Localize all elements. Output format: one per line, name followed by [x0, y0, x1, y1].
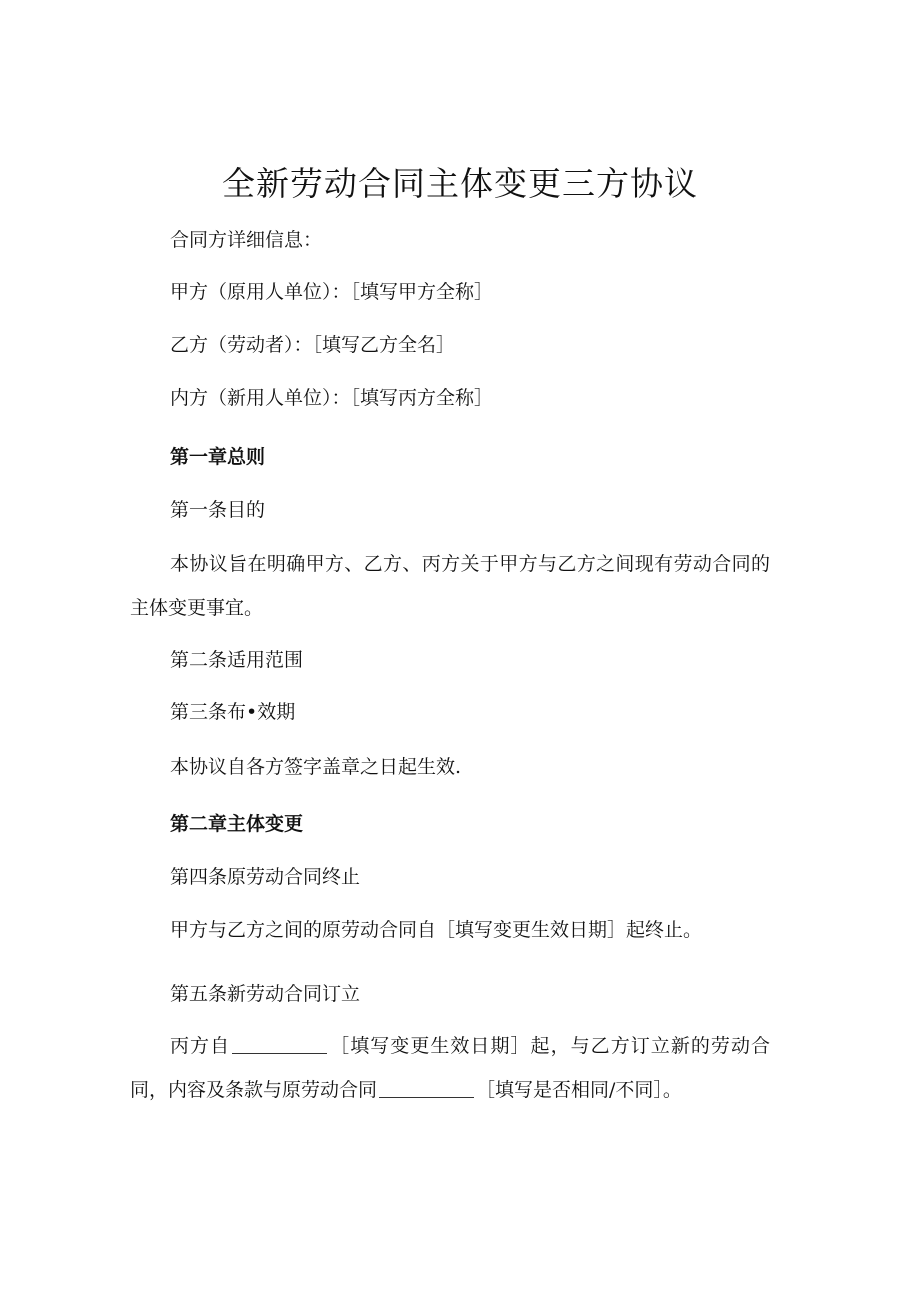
article2-title: 第二条适用范围: [170, 649, 304, 671]
party-a-line: 甲方（原用人单位）：［填写甲方全称］: [170, 281, 494, 303]
article1-text: 本协议旨在明确甲方、乙方、丙方关于甲方与乙方之间现有劳动合同的主体变更事宜。: [130, 553, 770, 619]
parties-intro: 合同方详细信息：: [170, 229, 323, 251]
article4-title: 第四条原劳动合同终止: [170, 866, 361, 888]
fill-blank-same-different[interactable]: [379, 1078, 474, 1098]
article5-text-part3: ［填写是否相同/不同］。: [476, 1079, 682, 1101]
article1-title: 第一条目的: [170, 499, 266, 521]
party-b-line: 乙方（劳动者）：［填写乙方全名］: [170, 334, 456, 356]
article5-text-part1: 丙方自: [170, 1035, 231, 1057]
article3-title: 第三条布•效期: [170, 701, 296, 723]
article4-text: 甲方与乙方之间的原劳动合同自［填写变更生效日期］起终止。: [170, 919, 703, 941]
article5-title: 第五条新劳动合同订立: [170, 983, 361, 1005]
document-title: 全新劳动合同主体变更三方协议: [222, 164, 698, 203]
chapter2-heading: 第二章主体变更: [170, 813, 304, 835]
article5-text: [130, 1024, 770, 1112]
article3-text: 本协议自各方签字盖章之日起生效.: [170, 756, 462, 778]
fill-blank-date[interactable]: [232, 1034, 327, 1054]
party-c-line: 内方（新用人单位）：［填写丙方全称］: [170, 387, 494, 409]
chapter1-heading: 第一章总则: [170, 446, 266, 468]
article5-text-part2: ［填写变更生效日期］起，与乙方订立新的劳动合同，内容及条款与原劳动合同: [130, 1035, 770, 1101]
